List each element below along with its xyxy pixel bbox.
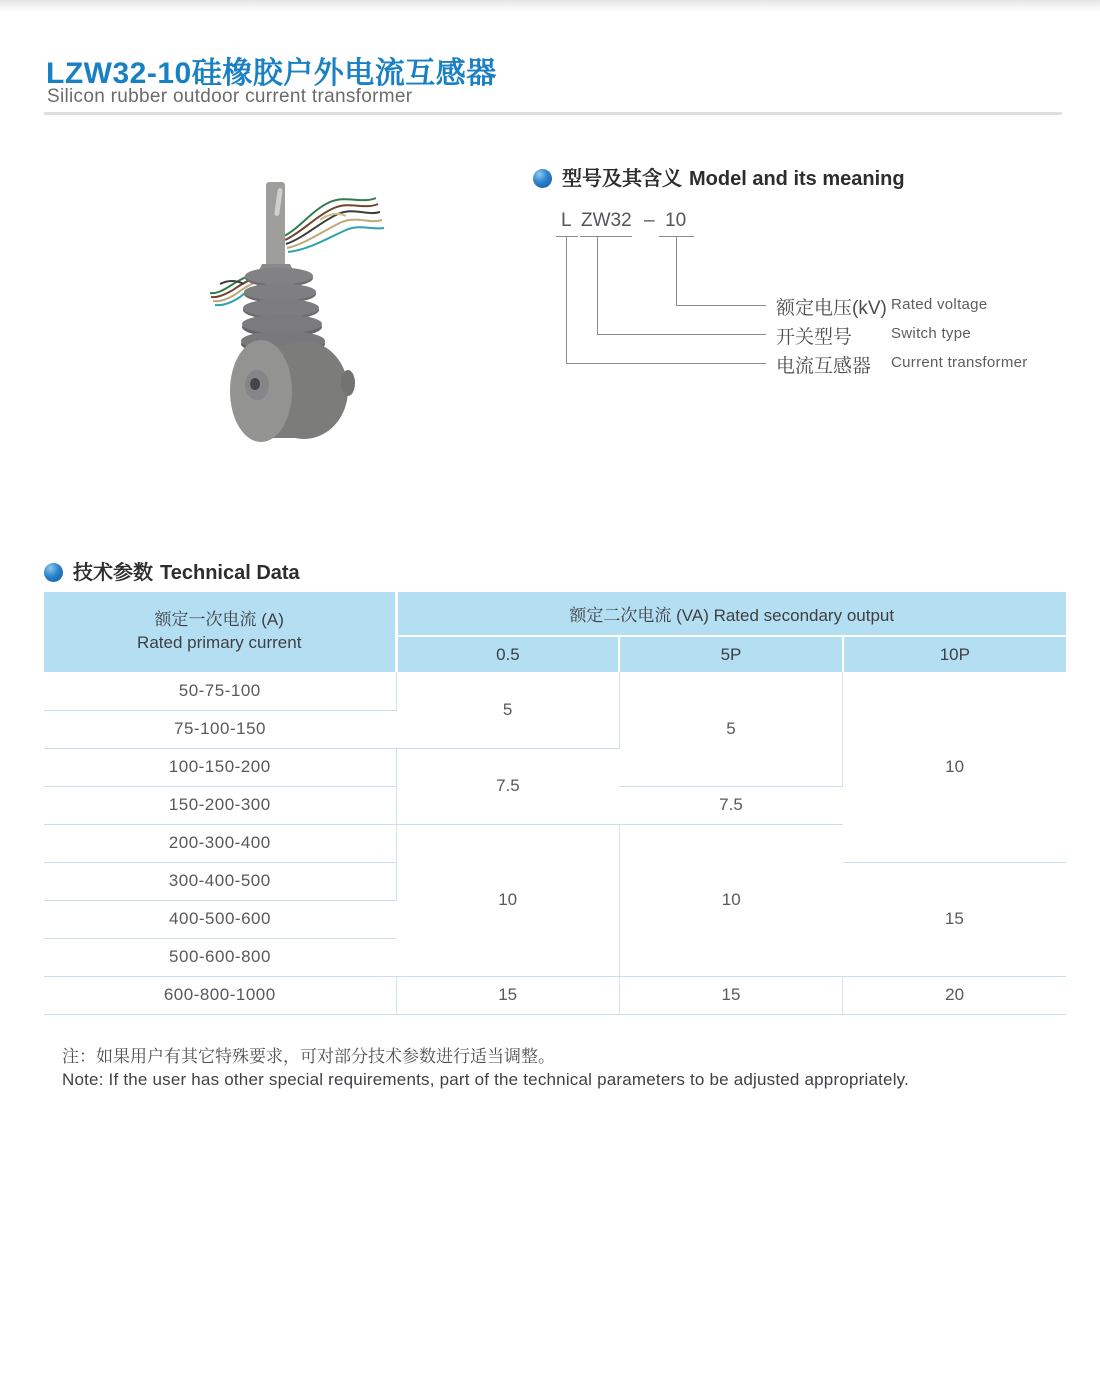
- underline-letter: [556, 236, 578, 237]
- output-value-cell: 5: [396, 672, 619, 748]
- primary-current-header-zh: 额定一次电流 (A): [154, 610, 284, 630]
- output-value-cell: 15: [396, 976, 619, 1014]
- primary-current-cell: 100-150-200: [44, 748, 396, 786]
- table-row: [44, 976, 1066, 1014]
- product-photo: [200, 176, 450, 446]
- model-code-dash: –: [644, 210, 655, 231]
- connector-v-switch: [597, 236, 598, 334]
- connector-v-letter: [566, 236, 567, 363]
- output-value-cell: 5: [619, 672, 842, 786]
- model-heading-zh: 型号及其含义: [562, 168, 682, 190]
- model-heading-en: Model and its meaning: [689, 168, 905, 190]
- sub-header-0.5: 0.5: [396, 636, 619, 672]
- primary-current-cell: 75-100-150: [44, 710, 396, 748]
- label-switch-type-zh: 开关型号: [776, 327, 853, 348]
- connector-v-voltage: [676, 236, 677, 305]
- primary-current-cell: 600-800-1000: [44, 976, 396, 1014]
- sub-header-10P: 10P: [843, 636, 1066, 672]
- primary-current-cell: 150-200-300: [44, 786, 396, 824]
- underline-switch: [580, 236, 632, 237]
- label-current-transformer-zh: 电流互感器: [776, 356, 872, 377]
- model-section-heading: [533, 162, 905, 191]
- table-row: [44, 672, 1066, 710]
- tech-heading-en: Technical Data: [160, 562, 300, 584]
- output-value-cell: 15: [619, 976, 842, 1014]
- tech-heading-zh: 技术参数: [73, 562, 153, 584]
- output-value-cell: 20: [843, 976, 1066, 1014]
- model-code-switch: ZW32: [581, 210, 632, 231]
- sphere-bullet-icon: [44, 563, 63, 582]
- connector-h-letter: [566, 363, 766, 364]
- primary-current-cell: 200-300-400: [44, 824, 396, 862]
- output-value-cell: 10: [396, 824, 619, 976]
- connector-h-voltage: [676, 305, 766, 306]
- note-en: Note: If the user has other special requirements, part of the technical parameters to be adjusted appropriately.: [62, 1070, 910, 1089]
- note-zh: 注：如果用户有其它特殊要求，可对部分技术参数进行适当调整。: [62, 1047, 555, 1066]
- primary-current-cell: 400-500-600: [44, 900, 396, 938]
- model-code-letter: L: [561, 210, 572, 231]
- technical-data-table: [44, 592, 1066, 1015]
- model-code-voltage: 10: [665, 210, 687, 231]
- sub-header-5P: 5P: [619, 636, 842, 672]
- label-current-transformer-en: Current transformer: [891, 354, 1028, 371]
- page-title: LZW32-10硅橡胶户外电流互感器: [46, 57, 497, 90]
- label-rated-voltage-zh: 额定电压(kV): [776, 298, 887, 319]
- connector-h-switch: [597, 334, 766, 335]
- label-switch-type-en: Switch type: [891, 325, 971, 342]
- output-value-cell: 10: [619, 824, 842, 976]
- primary-current-cell: 300-400-500: [44, 862, 396, 900]
- output-value-cell: 15: [843, 862, 1066, 976]
- title-divider: [44, 112, 1062, 115]
- page-subtitle: Silicon rubber outdoor current transformer: [47, 86, 413, 107]
- primary-current-cell: 500-600-800: [44, 938, 396, 976]
- secondary-output-header: 额定二次电流 (VA) Rated secondary output: [396, 592, 1066, 636]
- sphere-bullet-icon: [533, 169, 552, 188]
- primary-current-cell: 50-75-100: [44, 672, 396, 710]
- output-value-cell: 7.5: [396, 748, 619, 824]
- table-header-row-1: [44, 592, 1066, 636]
- current-transformer-illustration: [200, 176, 450, 446]
- label-rated-voltage-en: Rated voltage: [891, 296, 988, 313]
- tech-section-heading: [44, 556, 300, 585]
- output-value-cell: 7.5: [619, 786, 842, 824]
- primary-current-header: [44, 592, 396, 672]
- output-value-cell: 10: [843, 672, 1066, 862]
- page-top-shadow: [0, 0, 1100, 14]
- primary-current-header-en: Rated primary current: [137, 633, 302, 652]
